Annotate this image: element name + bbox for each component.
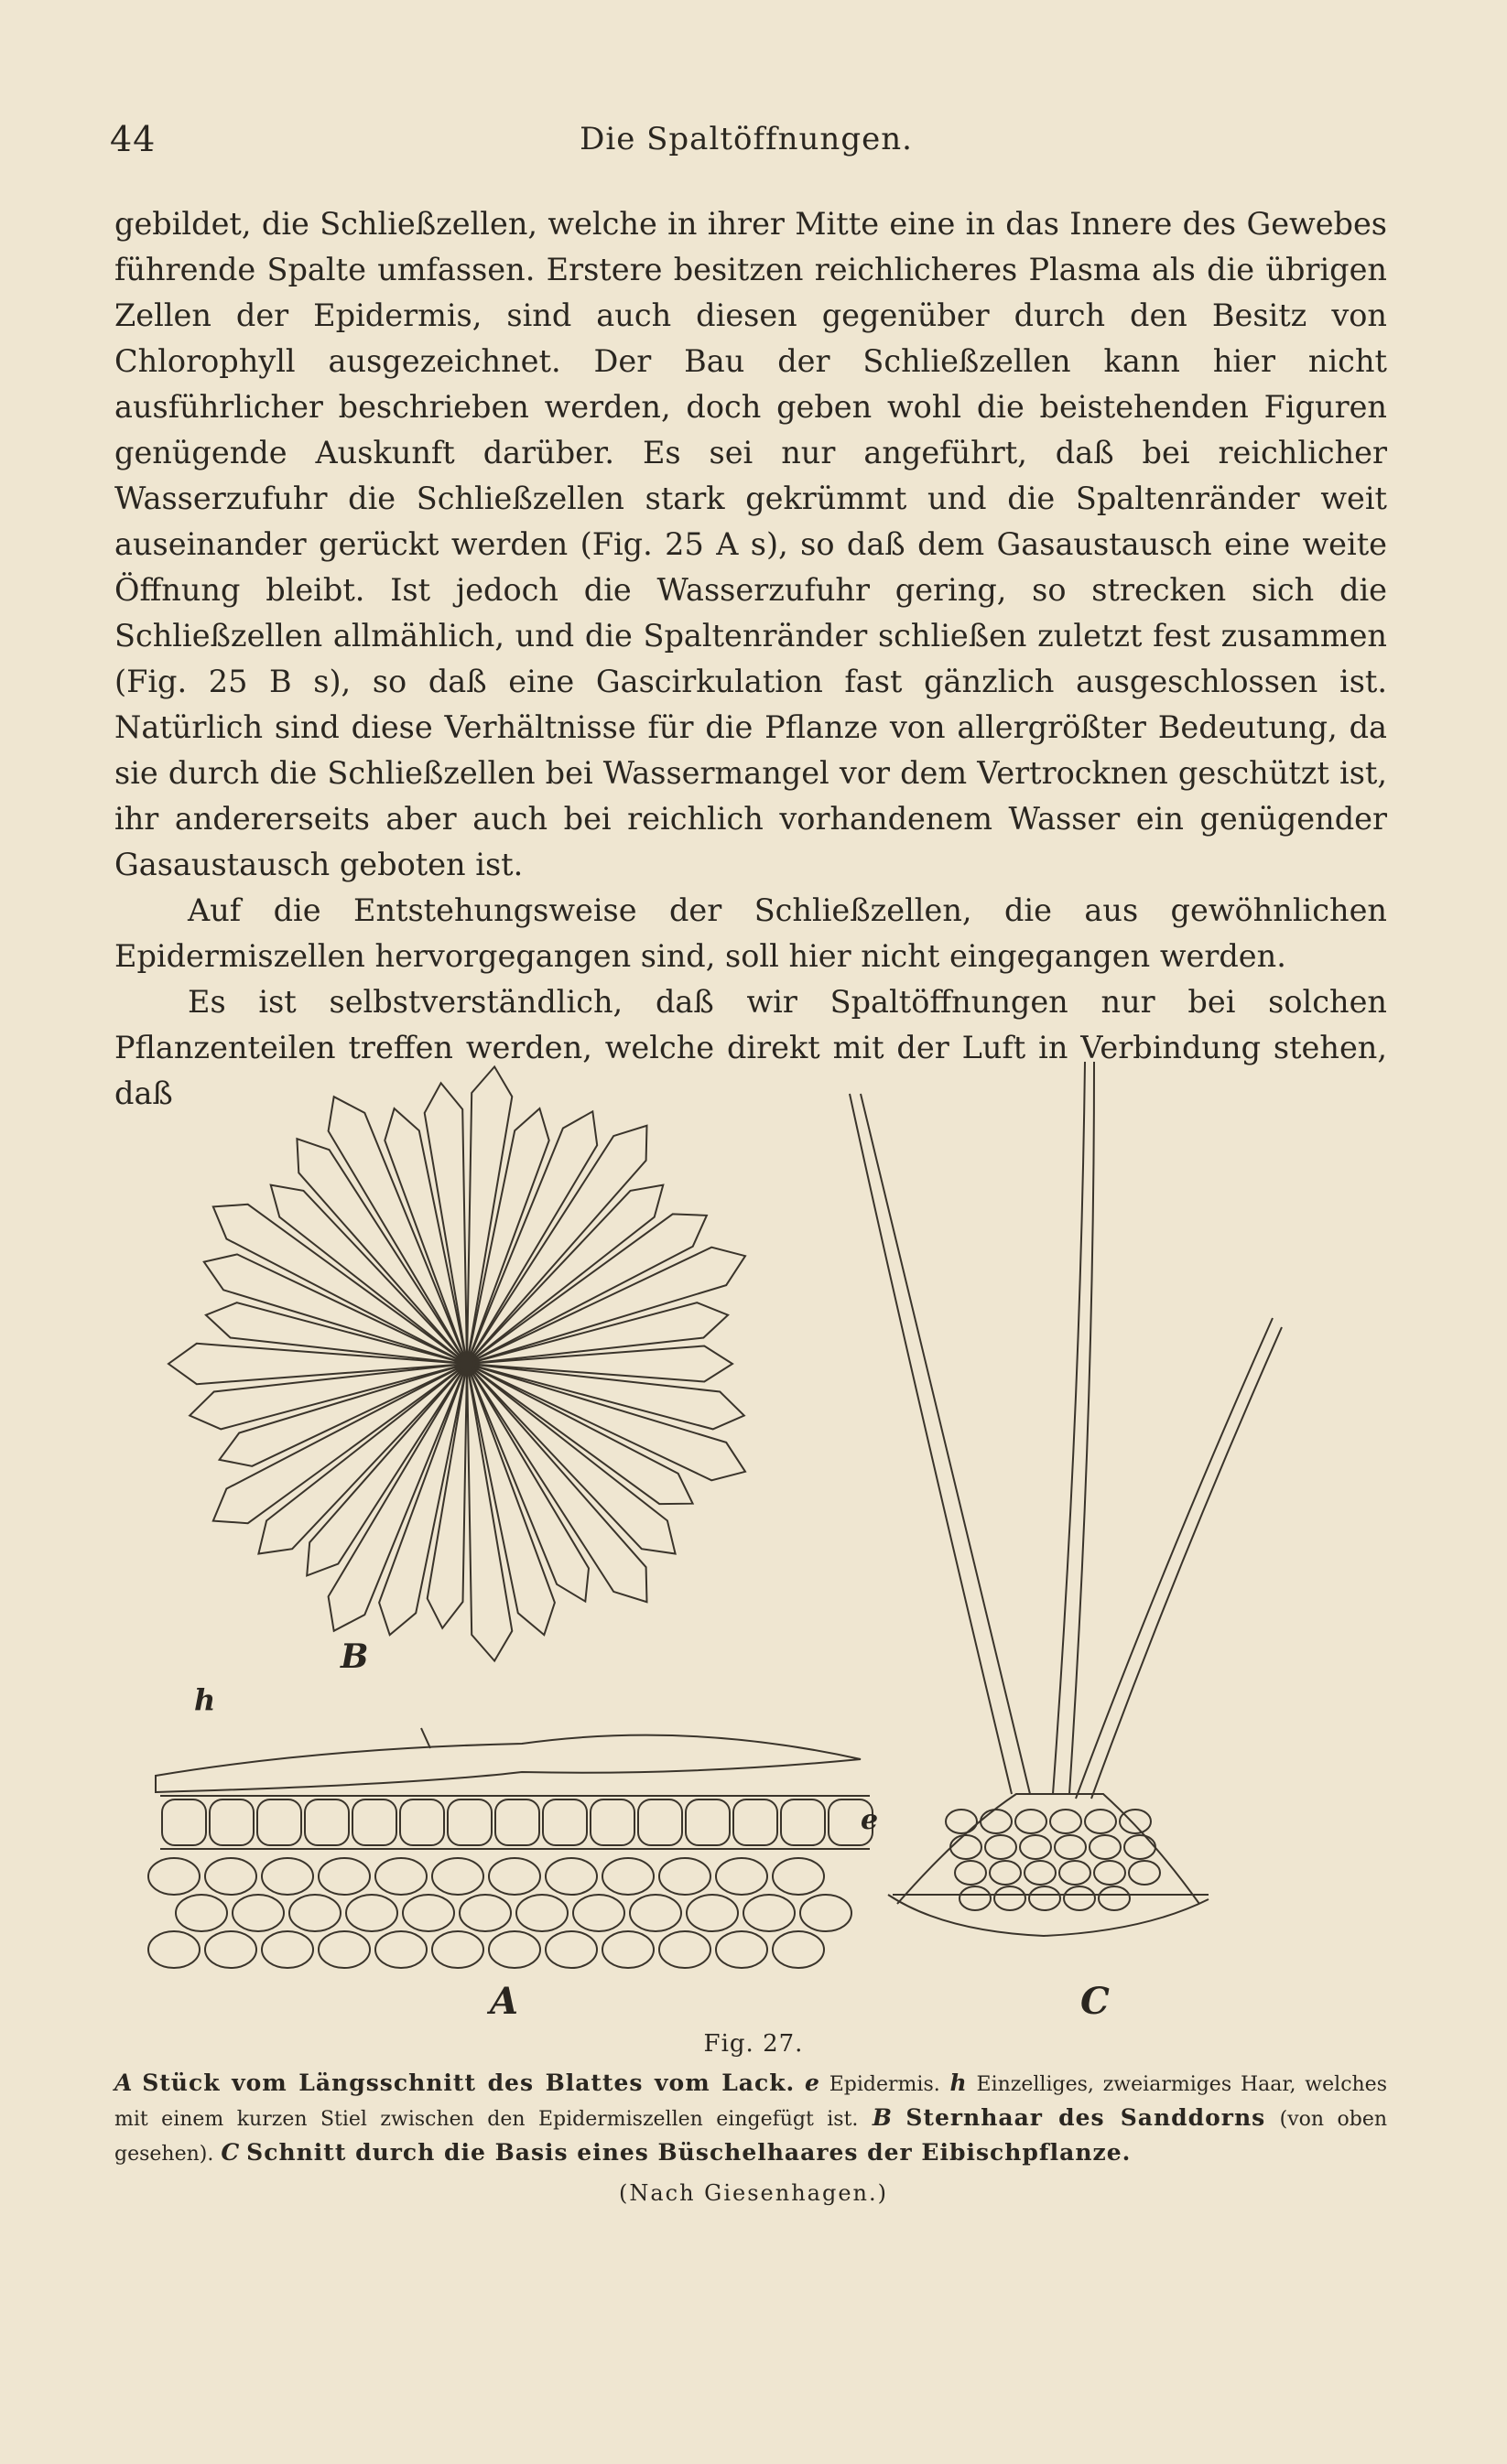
running-head: Die Spaltöffnungen. [580, 121, 913, 157]
caption-e-letter: e [805, 2070, 819, 2096]
paragraph-1: gebildet, die Schließzellen, welche in ihrer Mitte eine in das Innere des Gewebes führende Spalte umfassen. Erstere besitzen reichlicheres Plasma als die übrigen Zellen der Epidermis, sind auch diesen gegenüber durch den Besitz von Chlorophyll ausgezeichnet. Der Bau der Schließzellen kann hier nicht ausführlicher beschrieben werden, doch geben wohl die beistehenden Figuren genügende Auskunft darüber. Es sei nur angeführt, daß bei reichlicher Wasserzufuhr die Schließzellen stark gekrümmt und die Spaltenränder weit auseinander gerückt werden (Fig. 25 A s), so daß dem Gasaustausch eine weite Öffnung bleibt. Ist jedoch die Wasserzufuhr gering, so strecken sich die Schließzellen allmählich, und die Spaltenränder schließen zuletzt fest zusammen (Fig. 25 B s), so daß eine Gascirkulation fast gänzlich ausgeschlossen ist. Natürlich sind diese Verhältnisse für die Pflanze von allergrößter Bedeutung, da sie durch die Schließzellen bei Wassermangel vor dem Vertrocknen geschützt ist, ihr andererseits aber auch bei reichlich vorhandenem Wasser ein genügender Gasaustausch geboten ist. [114, 206, 1387, 882]
caption-b-note: (von oben gesehen). [114, 2108, 1388, 2166]
star-hair-drawing-b [168, 1066, 745, 1660]
page-number: 44 [110, 119, 157, 159]
caption-h-text: Einzelliges, zweiarmiges Haar, welches mit einem kurzen Stiel zwischen den Epidermiszellen eingefügt ist. [114, 2073, 1387, 2131]
caption-b-text: Sternhaar des Sanddorns [905, 2104, 1266, 2131]
figure-caption [114, 2067, 1387, 2171]
paragraph-2: Auf die Entstehungsweise der Schließzellen, die aus gewöhnlichen Epidermiszellen hervorgegangen sind, soll hier nicht eingegangen werden. [114, 892, 1387, 974]
figure-illustration [137, 1053, 1401, 2023]
label-a: A [490, 1980, 519, 2023]
figure-number: Fig. 27. [703, 2030, 804, 2058]
label-h: h [194, 1682, 216, 1717]
caption-c-text: Schnitt durch die Basis eines Büschelhaares der Eibischpflanze. [246, 2139, 1132, 2166]
leaf-section-drawing-a [148, 1728, 873, 1968]
caption-b-letter: B [872, 2104, 892, 2131]
paragraph-3: Es ist selbstverständlich, daß wir Spaltöffnungen nur bei solchen Pflanzenteilen treffen werden, welche direkt mit der Luft in Verbindung stehen, daß [114, 984, 1387, 1111]
figure-27 [137, 1053, 1401, 2023]
body-text [114, 201, 1387, 1117]
label-b: B [341, 1637, 369, 1676]
caption-e-text: Epidermis. [829, 2073, 940, 2096]
label-c: C [1080, 1980, 1110, 2023]
caption-h-letter: h [949, 2070, 967, 2096]
caption-a-letter: A [114, 2070, 133, 2096]
caption-c-letter: C [221, 2139, 240, 2166]
page-header [110, 119, 1382, 174]
tufted-hair-drawing-c [850, 1062, 1282, 1936]
label-e: e [861, 1804, 879, 1836]
figure-source: (Nach Giesenhagen.) [618, 2180, 888, 2206]
caption-a-text: Stück vom Längsschnitt des Blattes vom Lack. [142, 2070, 796, 2096]
